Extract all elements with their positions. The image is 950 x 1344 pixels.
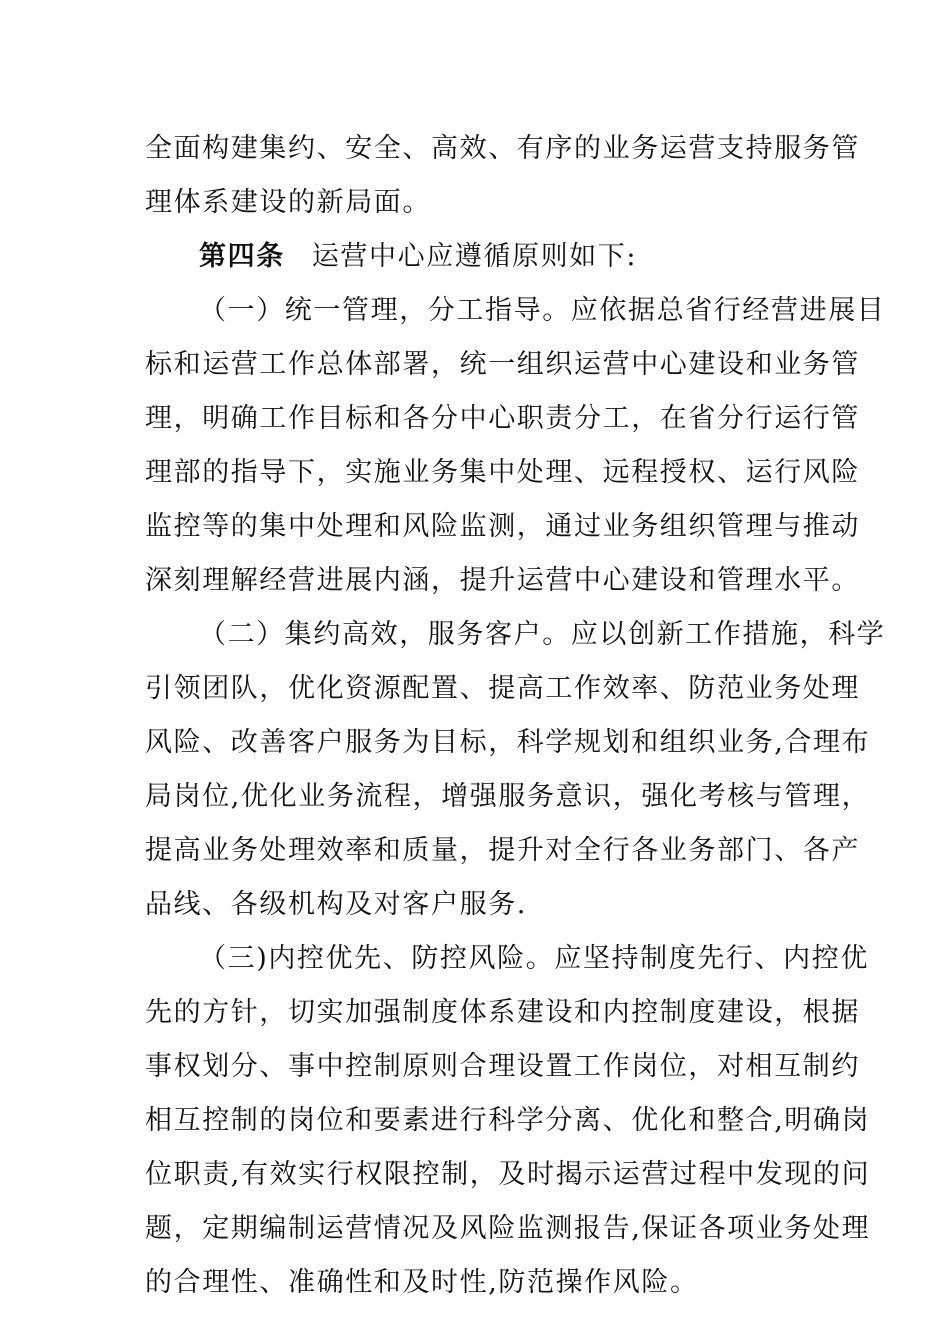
paragraph-line: 理部的指导下，实施业务集中处理、远程授权、运行风险	[145, 457, 860, 488]
paragraph-line: 位职责,有效实行权限控制，及时揭示运营过程中发现的问	[145, 1159, 871, 1190]
paragraph-line: 提高业务处理效率和质量，提升对全行各业务部门、各产	[145, 835, 860, 866]
article-label: 第四条	[199, 241, 285, 272]
paragraph-line: 标和运营工作总体部署，统一组织运营中心建设和业务管	[145, 349, 860, 380]
paragraph-line: 先的方针，切实加强制度体系建设和内控制度建设，根据	[145, 997, 860, 1028]
paragraph-line: 引领团队，优化资源配置、提高工作效率、防范业务处理	[145, 673, 860, 704]
paragraph-line: （一）统一管理，分工指导。应依据总省行经营进展目	[199, 295, 886, 326]
paragraph-line: 监控等的集中处理和风险监测，通过业务组织管理与推动	[145, 511, 860, 542]
paragraph-line: 题，定期编制运营情况及风险监测报告,保证各项业务处理	[145, 1213, 871, 1244]
paragraph-line: 理，明确工作目标和各分中心职责分工，在省分行运行管	[145, 403, 860, 434]
paragraph-line: 事权划分、事中控制原则合理设置工作岗位，对相互制约	[145, 1051, 860, 1082]
paragraph-line: 的合理性、准确性和及时性,防范操作风险。	[145, 1267, 699, 1298]
paragraph-line: 全面构建集约、安全、高效、有序的业务运营支持服务管	[145, 133, 860, 164]
paragraph-line: （二）集约高效，服务客户。应以创新工作措施，科学	[199, 619, 886, 650]
article-heading	[145, 230, 807, 284]
paragraph-line: 品线、各级机构及对客户服务.	[145, 889, 527, 920]
document-page	[145, 122, 886, 1310]
paragraph-line: 相互控制的岗位和要素进行科学分离、优化和整合,明确岗	[145, 1105, 871, 1136]
paragraph-line: 风险、改善客户服务为目标，科学规划和组织业务,合理布	[145, 727, 871, 758]
paragraph-line: 局岗位,优化业务流程，增强服务意识，强化考核与管理，	[145, 781, 871, 812]
paragraph-line: 理体系建设的新局面。	[145, 187, 431, 218]
article-text: 运营中心应遵循原则如下:	[311, 241, 638, 272]
paragraph-line: 深刻理解经营进展内涵，提升运营中心建设和管理水平。	[145, 565, 860, 596]
paragraph-line: （三)内控优先、防控风险。应坚持制度先行、内控优	[199, 943, 869, 974]
